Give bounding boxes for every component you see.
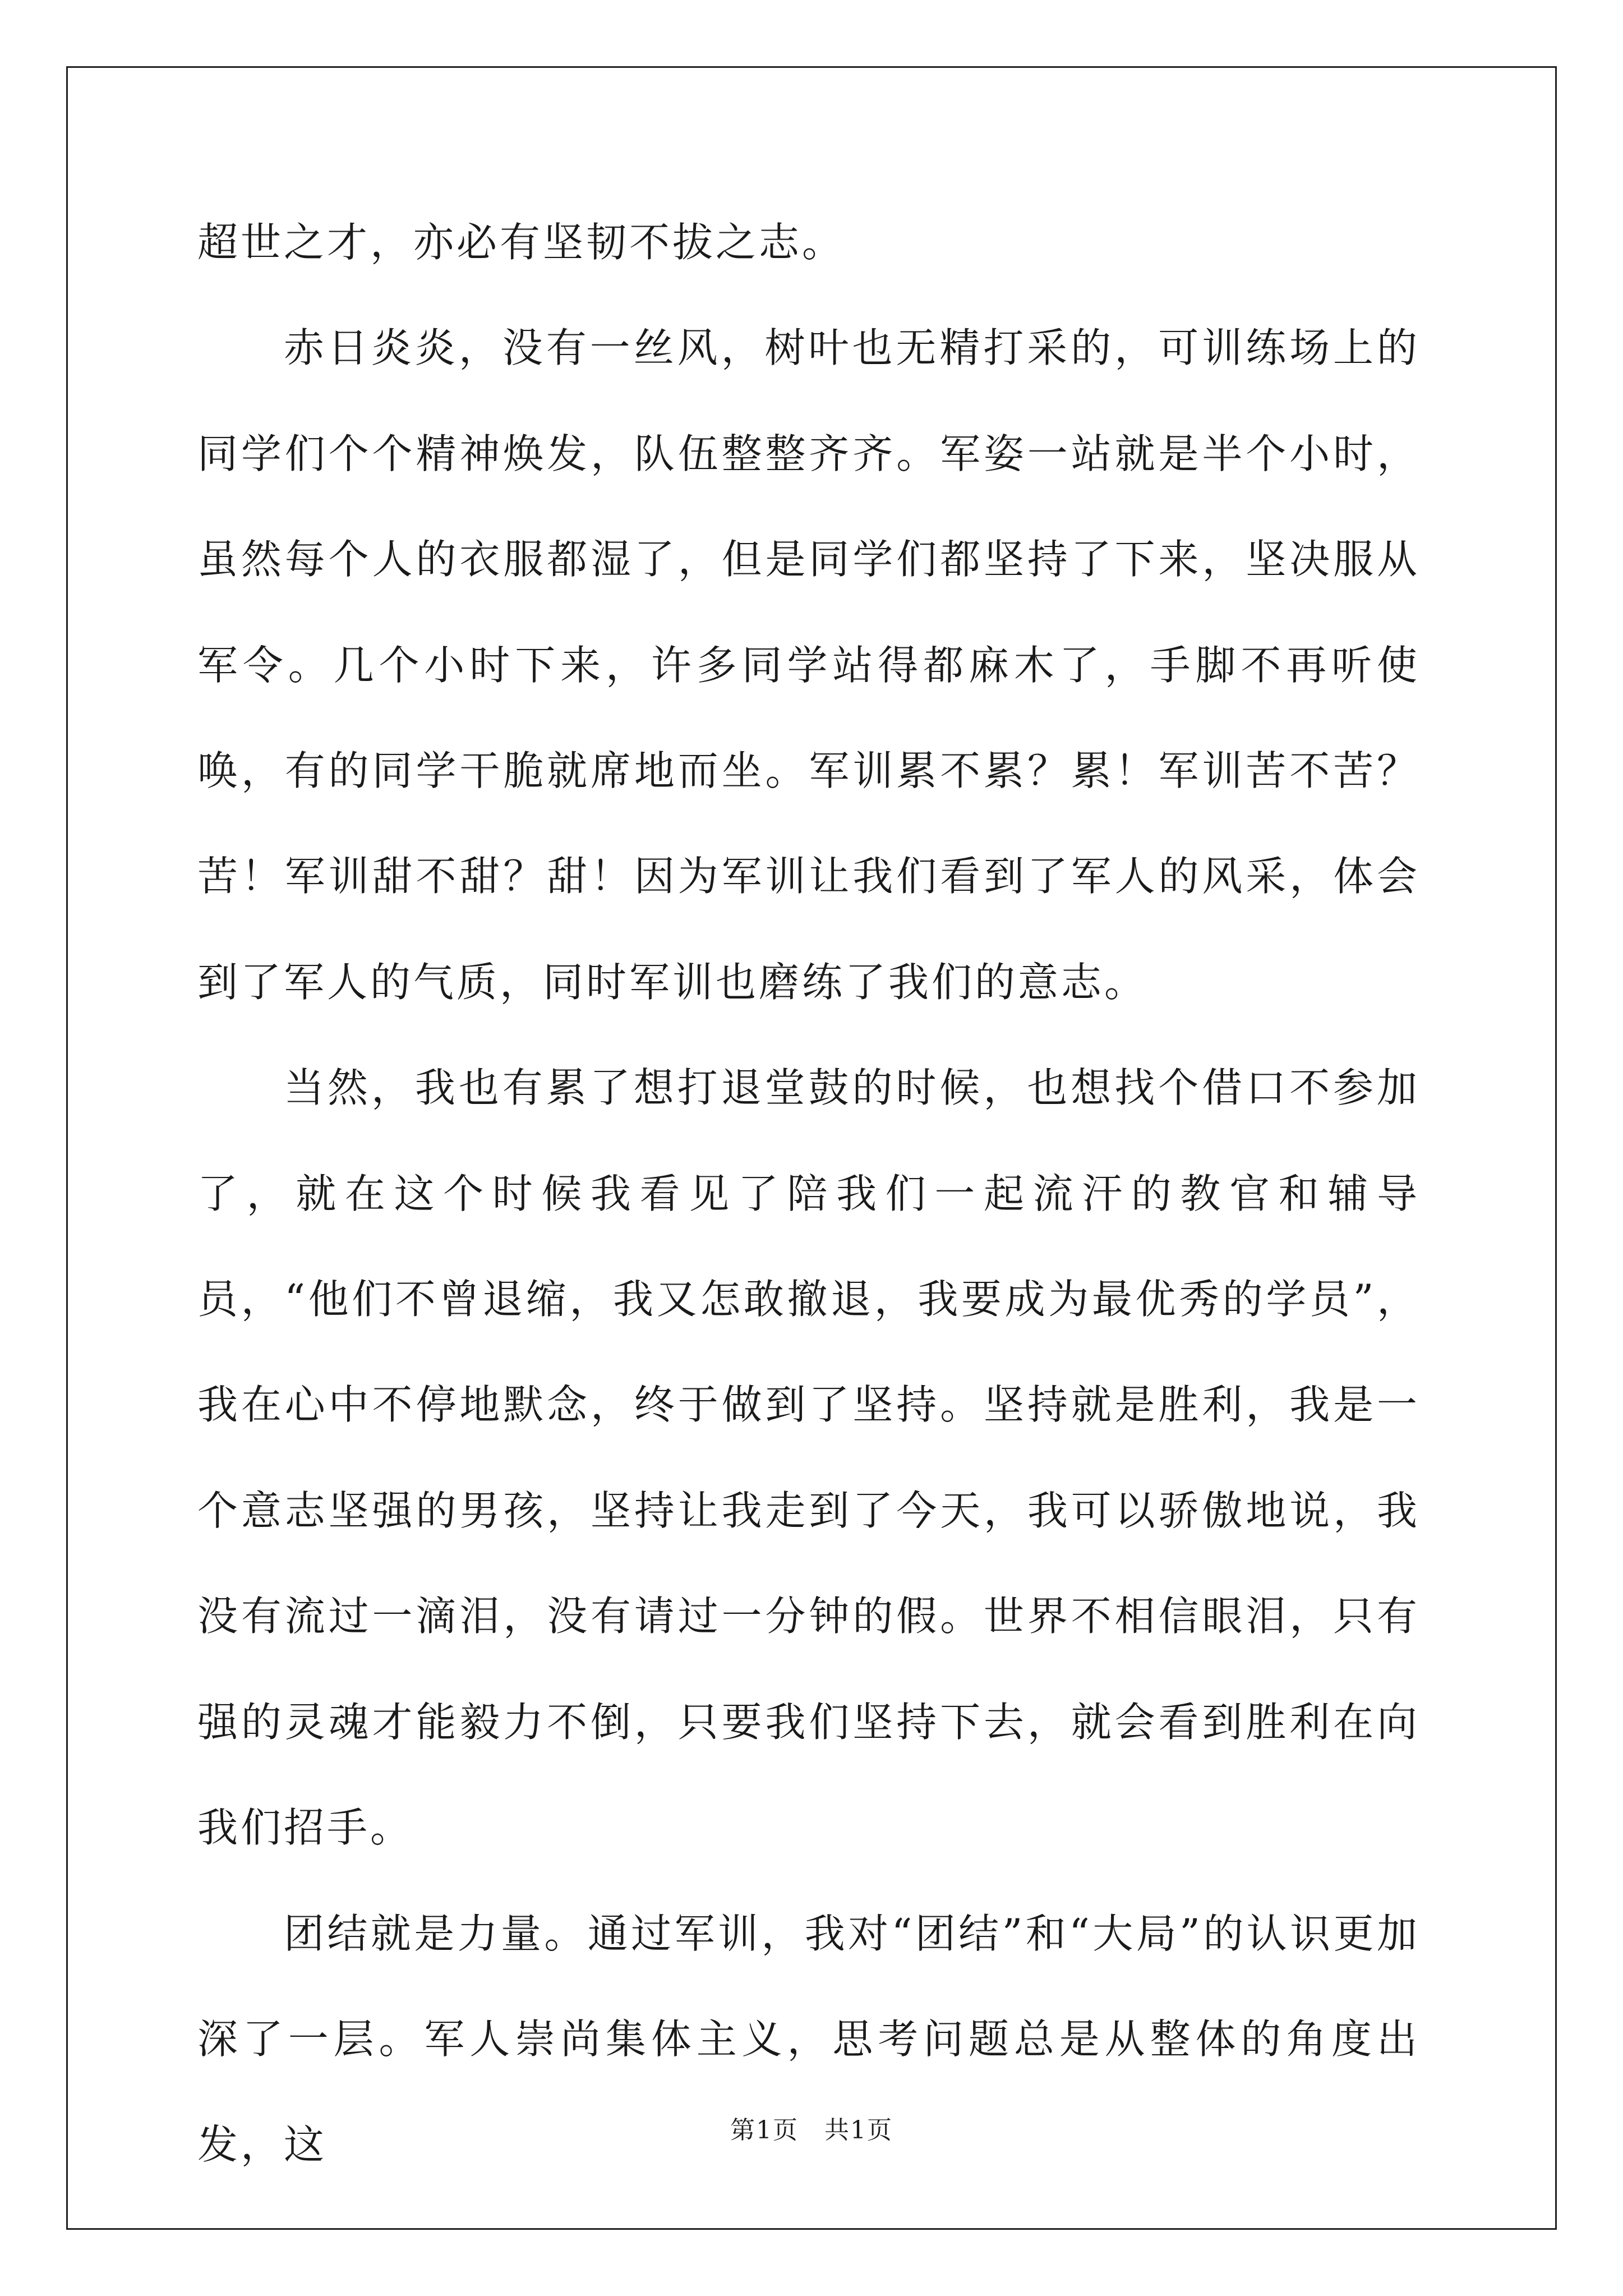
paragraph: 当然，我也有累了想打退堂鼓的时候，也想找个借口不参加了，就在这个时候我看见了陪我们一起流汗的教官和辅导员，“他们不曾退缩，我又怎敢撤退，我要成为最优秀的学员”，我在心中不停地默念，终于做到了坚持。坚持就是胜利，我是一个意志坚强的男孩，坚持让我走到了今天，我可以骄傲地说，我没有流过一滴泪，没有请过一分钟的假。世界不相信眼泪，只有强的灵魂才能毅力不倒，只要我们坚持下去，就会看到胜利在向我们招手。 bbox=[197, 1064, 1420, 1852]
paragraph: 团结就是力量。通过军训，我对“团结”和“大局”的认识更加深了一层。军人崇尚集体主义，思考问题总是从整体的角度出发，这 bbox=[197, 1910, 1420, 2169]
document-body bbox=[197, 190, 1420, 2198]
page-footer bbox=[0, 2114, 1623, 2147]
paragraph-continuation: 超世之才，亦必有坚韧不拔之志。 bbox=[197, 219, 846, 266]
page-number-label: 第1页 共1页 bbox=[730, 2116, 893, 2145]
paragraph: 赤日炎炎，没有一丝风，树叶也无精打采的，可训练场上的同学们个个精神焕发，队伍整整齐齐。军姿一站就是半个小时，虽然每个人的衣服都湿了，但是同学们都坚持了下来，坚决服从军令。几个小时下来，许多同学站得都麻木了，手脚不再听使唤，有的同学干脆就席地而坐。军训累不累？累！军训苦不苦？苦！军训甜不甜？甜！因为军训让我们看到了军人的风采，体会到了军人的气质，同时军训也磨练了我们的意志。 bbox=[197, 324, 1420, 1006]
